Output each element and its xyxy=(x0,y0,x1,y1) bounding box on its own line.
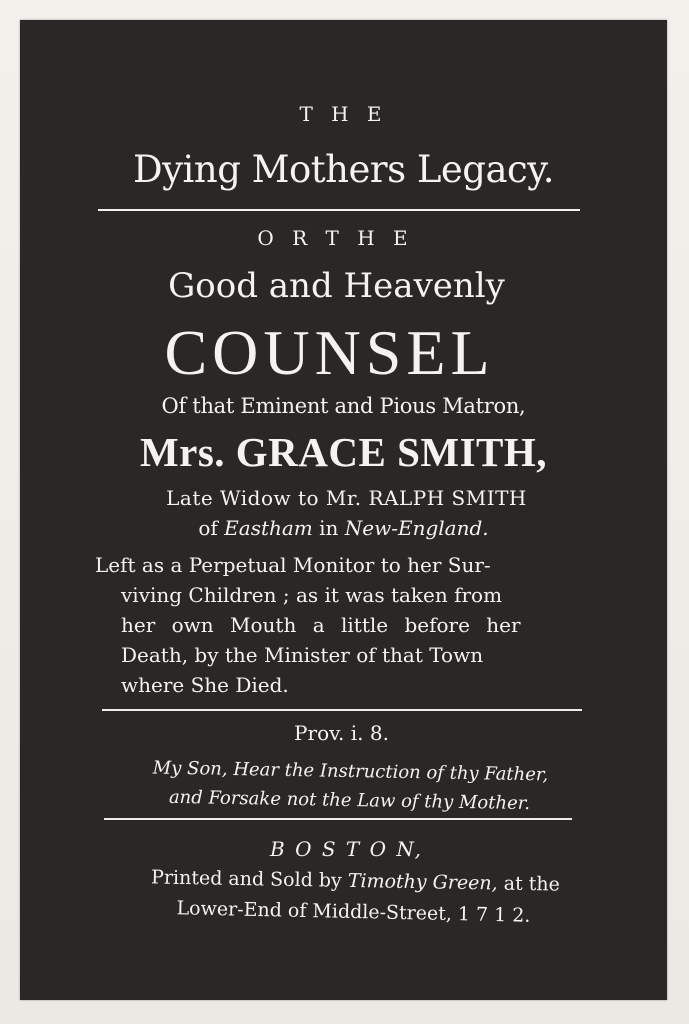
description-rule xyxy=(102,709,582,711)
description-line-5: where She Died. xyxy=(121,673,289,697)
scripture-line-2: and Forsake not the Law of thy Mother. xyxy=(168,786,531,815)
title-rule xyxy=(98,209,580,211)
scripture-rule xyxy=(104,818,572,820)
subtitle-good-and-heavenly: Good and Heavenly xyxy=(168,266,505,306)
title-page-plate xyxy=(20,20,667,1000)
place-prefix: of xyxy=(198,516,218,540)
widow-line: Late Widow to Mr. RALPH SMITH xyxy=(166,486,527,510)
grace-smith-name: Mrs. GRACE SMITH, xyxy=(139,429,548,475)
matron-line: Of that Eminent and Pious Matron, xyxy=(161,394,526,418)
place-eastham: Eastham xyxy=(224,516,313,540)
description-line-4: Death, by the Minister of that Town xyxy=(121,643,484,667)
the-heading: T H E xyxy=(299,102,388,126)
imprint-line-2: Lower-End of Middle-Street, 1 7 1 2. xyxy=(176,897,531,927)
place-new-england: New-England. xyxy=(344,516,489,540)
description-line-1: Left as a Perpetual Monitor to her Sur- xyxy=(95,553,491,577)
imprint-line-1 xyxy=(32,864,679,897)
imprint-at-the: at the xyxy=(503,872,561,896)
place-line xyxy=(20,516,667,540)
place-in: in xyxy=(319,516,339,540)
subtitle-counsel: COUNSEL xyxy=(164,317,495,388)
description-line-2: viving Children ; as it was taken from xyxy=(121,583,503,607)
description-line-3: her own Mouth a little before her xyxy=(121,613,521,637)
scripture-line-1: My Son, Hear the Instruction of thy Father, xyxy=(152,757,549,786)
scripture-reference: Prov. i. 8. xyxy=(294,721,389,745)
imprint-city: B O S T O N, xyxy=(270,837,423,861)
main-title: Dying Mothers Legacy. xyxy=(132,148,555,191)
or-the-heading: O R T H E xyxy=(257,226,414,250)
imprint-printed: Printed and Sold by xyxy=(150,866,342,892)
imprint-printer-name: Timothy Green, xyxy=(347,869,498,895)
